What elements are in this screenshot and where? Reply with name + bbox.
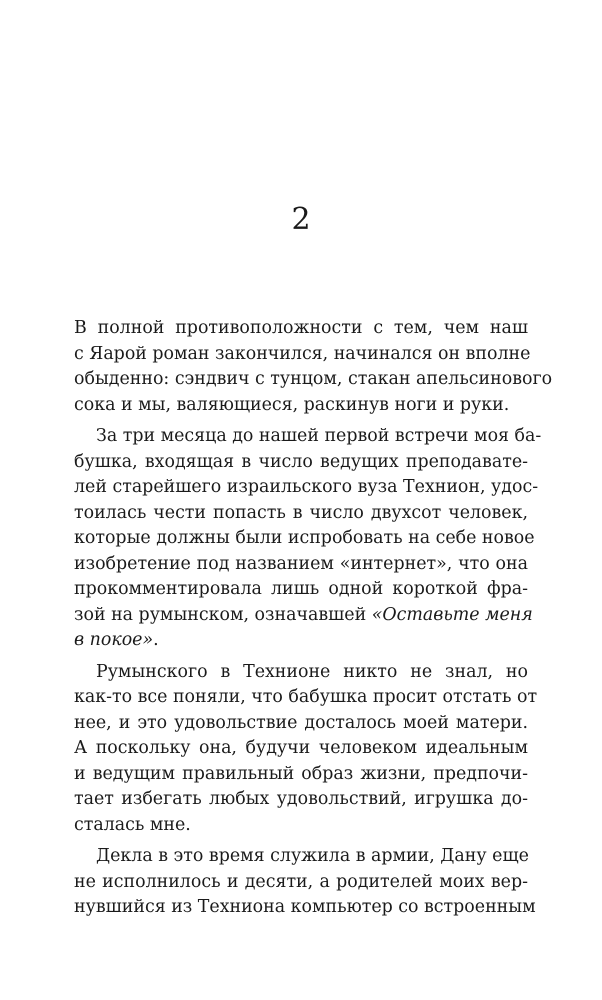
text-line: как-то все поняли, что бабушка просит отстать от	[74, 687, 538, 707]
italic-quote: «Оставьте меня	[371, 604, 533, 625]
text-line: Декла в это время служила в армии, Дану еще	[96, 846, 529, 866]
text-line: сока и мы, валяющиеся, раскинув ноги и руки.	[74, 394, 510, 415]
text-line: которые должны были испробовать на себе новое	[74, 528, 535, 548]
text-line: В полной противоположности с тем, чем наш	[74, 318, 528, 338]
text-segment: зой на румынском, означавшей	[74, 604, 372, 625]
text-segment: .	[153, 630, 159, 650]
text-line: прокомментировала лишь одной короткой фра-	[74, 579, 528, 599]
text-line: тает избегать любых удовольствий, игрушка до-	[74, 789, 528, 809]
text-line	[74, 628, 528, 654]
text-line: изобретение под названием «интернет», что она	[74, 553, 528, 574]
text-line: с Яарой роман закончился, начинался он вполне	[74, 343, 531, 364]
text-line: и ведущим правильный образ жизни, предпочи-	[74, 763, 528, 784]
text-line: сталась мне.	[74, 814, 191, 835]
text-line: А поскольку она, будучи человеком идеальным	[74, 738, 528, 758]
text-line: тоилась чести попасть в число двухсот человек,	[74, 502, 528, 523]
chapter-number: 2	[291, 202, 311, 237]
text-line: бушка, входящая в число ведущих преподавате-	[74, 451, 528, 472]
text-line: не исполнилось и десяти, а родителей моих вер-	[74, 871, 528, 892]
body-text	[74, 316, 553, 921]
text-line	[74, 603, 533, 629]
text-line: нувшийся из Техниона компьютер со встроенным	[74, 897, 536, 917]
text-line: Румынского в Технионе никто не знал, но	[96, 661, 528, 682]
text-line: обыденно: сэндвич с тунцом, стакан апельсинового	[74, 369, 553, 389]
italic-quote: в покое»	[74, 630, 154, 650]
text-line: лей старейшего израильского вуза Технион, удос-	[74, 477, 539, 497]
text-line: За три месяца до нашей первой встречи моя ба-	[96, 426, 542, 446]
text-line: нее, и это удовольствие досталось моей матери.	[74, 712, 528, 733]
